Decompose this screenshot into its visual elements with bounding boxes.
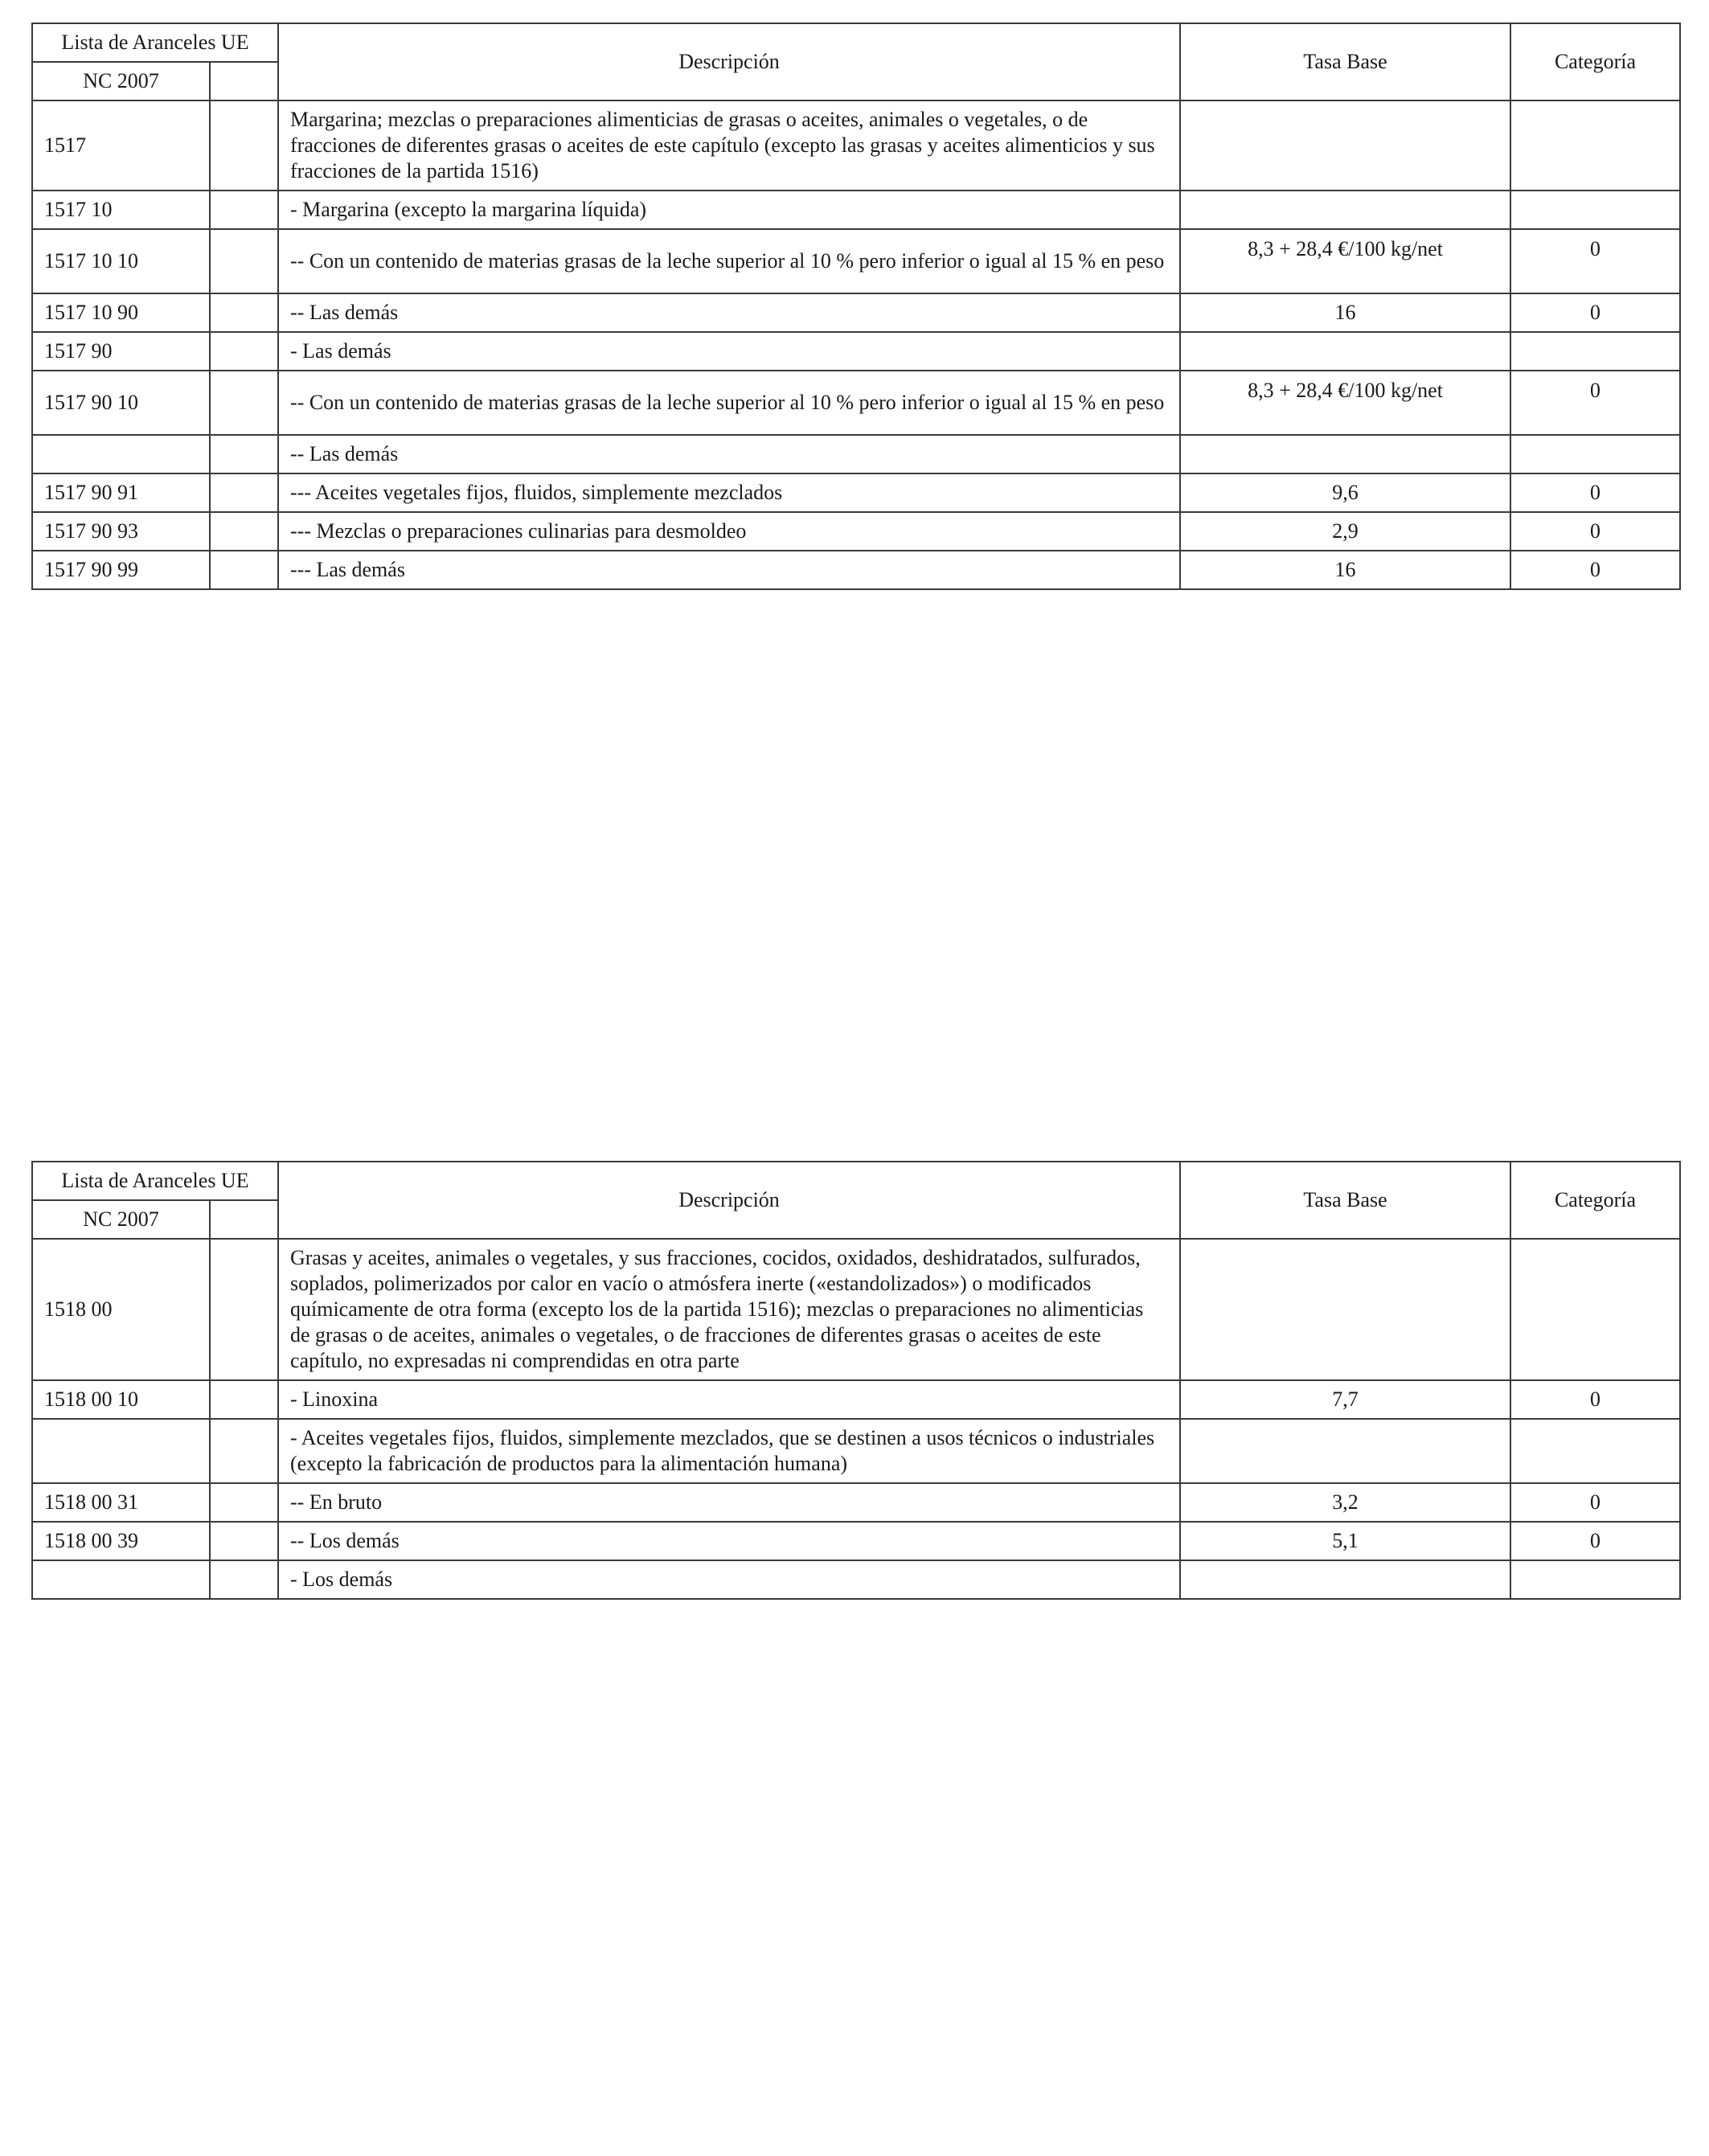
tariff-code: 1518 00 31 bbox=[32, 1483, 210, 1522]
empty-cell bbox=[210, 371, 278, 435]
tariff-description: - Linoxina bbox=[278, 1380, 1180, 1419]
empty-cell bbox=[210, 435, 278, 473]
tariff-description: Margarina; mezclas o preparaciones alimenticias de grasas o aceites, animales o vegetales, o de fracciones de diferentes grasas o aceites de este capítulo (excepto las grasas y aceites alimenticios y sus fracciones de la partida 1516) bbox=[278, 100, 1180, 191]
empty-cell bbox=[210, 293, 278, 332]
category bbox=[1510, 1419, 1680, 1483]
table-row bbox=[32, 1419, 1680, 1483]
tariff-description: -- Con un contenido de materias grasas de la leche superior al 10 % pero inferior o igual al 15 % en peso bbox=[278, 371, 1180, 435]
table-row bbox=[32, 512, 1680, 551]
category: 0 bbox=[1510, 293, 1680, 332]
base-rate: 3,2 bbox=[1180, 1483, 1510, 1522]
tariff-code bbox=[32, 1560, 210, 1599]
tariff-description: -- Con un contenido de materias grasas de la leche superior al 10 % pero inferior o igual al 15 % en peso bbox=[278, 229, 1180, 293]
base-rate: 16 bbox=[1180, 551, 1510, 589]
base-rate bbox=[1180, 1560, 1510, 1599]
base-rate bbox=[1180, 1239, 1510, 1380]
category: 0 bbox=[1510, 371, 1680, 435]
empty-cell bbox=[210, 332, 278, 371]
tariff-description: -- Los demás bbox=[278, 1522, 1180, 1560]
category: 0 bbox=[1510, 1380, 1680, 1419]
tariff-table-1517 bbox=[31, 23, 1681, 590]
base-rate bbox=[1180, 332, 1510, 371]
tariff-code: 1517 90 bbox=[32, 332, 210, 371]
tariff-code: 1517 bbox=[32, 100, 210, 191]
empty-cell bbox=[210, 512, 278, 551]
category bbox=[1510, 332, 1680, 371]
empty-cell bbox=[210, 191, 278, 229]
category: 0 bbox=[1510, 512, 1680, 551]
tariff-code: 1518 00 10 bbox=[32, 1380, 210, 1419]
base-rate bbox=[1180, 1419, 1510, 1483]
tariff-code: 1517 90 91 bbox=[32, 473, 210, 512]
empty-cell bbox=[210, 1560, 278, 1599]
tariff-code: 1517 90 99 bbox=[32, 551, 210, 589]
tariff-description: -- Las demás bbox=[278, 293, 1180, 332]
tariff-code: 1517 10 90 bbox=[32, 293, 210, 332]
empty-cell bbox=[210, 100, 278, 191]
category bbox=[1510, 100, 1680, 191]
header-empty-cell bbox=[210, 62, 278, 100]
header-nc-2007: NC 2007 bbox=[32, 1200, 210, 1239]
base-rate: 9,6 bbox=[1180, 473, 1510, 512]
base-rate bbox=[1180, 435, 1510, 473]
tariff-description: -- Las demás bbox=[278, 435, 1180, 473]
tariff-description: - Las demás bbox=[278, 332, 1180, 371]
table-row bbox=[32, 435, 1680, 473]
empty-cell bbox=[210, 1419, 278, 1483]
category: 0 bbox=[1510, 473, 1680, 512]
tariff-description: - Aceites vegetales fijos, fluidos, simplemente mezclados, que se destinen a usos técnicos o industriales (excepto la fabricación de productos para la alimentación humana) bbox=[278, 1419, 1180, 1483]
empty-cell bbox=[210, 551, 278, 589]
table-row bbox=[32, 1522, 1680, 1560]
tariff-description: Grasas y aceites, animales o vegetales, y sus fracciones, cocidos, oxidados, deshidratados, sulfurados, soplados, polimerizados por calor en vacío o atmósfera inerte («estandolizados») o modificados químicamente de otra forma (excepto los de la partida 1516); mezclas o preparaciones no alimenticias de grasas o de aceites, animales o vegetales, o de fracciones de diferentes grasas o aceites de este capítulo, no expresadas ni comprendidas en otra parte bbox=[278, 1239, 1180, 1380]
header-descripcion: Descripción bbox=[278, 23, 1180, 100]
category bbox=[1510, 191, 1680, 229]
table-row bbox=[32, 1560, 1680, 1599]
tariff-description: --- Aceites vegetales fijos, fluidos, simplemente mezclados bbox=[278, 473, 1180, 512]
category bbox=[1510, 435, 1680, 473]
table-row bbox=[32, 473, 1680, 512]
category: 0 bbox=[1510, 551, 1680, 589]
table-row bbox=[32, 100, 1680, 191]
header-tasa-base: Tasa Base bbox=[1180, 1162, 1510, 1239]
header-empty-cell bbox=[210, 1200, 278, 1239]
table-row bbox=[32, 1483, 1680, 1522]
base-rate: 2,9 bbox=[1180, 512, 1510, 551]
category: 0 bbox=[1510, 229, 1680, 293]
header-lista-aranceles: Lista de Aranceles UE bbox=[32, 23, 278, 62]
tariff-description: --- Las demás bbox=[278, 551, 1180, 589]
header-lista-aranceles: Lista de Aranceles UE bbox=[32, 1162, 278, 1200]
tariff-code: 1518 00 bbox=[32, 1239, 210, 1380]
tariff-description: -- En bruto bbox=[278, 1483, 1180, 1522]
empty-cell bbox=[210, 473, 278, 512]
base-rate: 8,3 + 28,4 €/100 kg/net bbox=[1180, 371, 1510, 435]
category bbox=[1510, 1239, 1680, 1380]
header-categoria: Categoría bbox=[1510, 23, 1680, 100]
base-rate bbox=[1180, 191, 1510, 229]
empty-cell bbox=[210, 229, 278, 293]
tariff-code bbox=[32, 1419, 210, 1483]
empty-cell bbox=[210, 1380, 278, 1419]
tariff-code: 1517 10 10 bbox=[32, 229, 210, 293]
category bbox=[1510, 1560, 1680, 1599]
header-nc-2007: NC 2007 bbox=[32, 62, 210, 100]
tariff-table-1518 bbox=[31, 1161, 1681, 1600]
base-rate bbox=[1180, 100, 1510, 191]
tariff-code bbox=[32, 435, 210, 473]
table-row bbox=[32, 1380, 1680, 1419]
empty-cell bbox=[210, 1483, 278, 1522]
category: 0 bbox=[1510, 1483, 1680, 1522]
table-row bbox=[32, 293, 1680, 332]
tariff-code: 1517 90 93 bbox=[32, 512, 210, 551]
table-row bbox=[32, 191, 1680, 229]
tariff-description: --- Mezclas o preparaciones culinarias para desmoldeo bbox=[278, 512, 1180, 551]
header-descripcion: Descripción bbox=[278, 1162, 1180, 1239]
table-row bbox=[32, 1239, 1680, 1380]
table-row bbox=[32, 551, 1680, 589]
tariff-code: 1517 90 10 bbox=[32, 371, 210, 435]
base-rate: 8,3 + 28,4 €/100 kg/net bbox=[1180, 229, 1510, 293]
tariff-description: - Margarina (excepto la margarina líquida) bbox=[278, 191, 1180, 229]
base-rate: 5,1 bbox=[1180, 1522, 1510, 1560]
tariff-description: - Los demás bbox=[278, 1560, 1180, 1599]
tariff-code: 1517 10 bbox=[32, 191, 210, 229]
table-row bbox=[32, 332, 1680, 371]
empty-cell bbox=[210, 1522, 278, 1560]
header-tasa-base: Tasa Base bbox=[1180, 23, 1510, 100]
header-categoria: Categoría bbox=[1510, 1162, 1680, 1239]
tariff-code: 1518 00 39 bbox=[32, 1522, 210, 1560]
base-rate: 7,7 bbox=[1180, 1380, 1510, 1419]
table-row bbox=[32, 371, 1680, 435]
empty-cell bbox=[210, 1239, 278, 1380]
table-row bbox=[32, 229, 1680, 293]
category: 0 bbox=[1510, 1522, 1680, 1560]
base-rate: 16 bbox=[1180, 293, 1510, 332]
